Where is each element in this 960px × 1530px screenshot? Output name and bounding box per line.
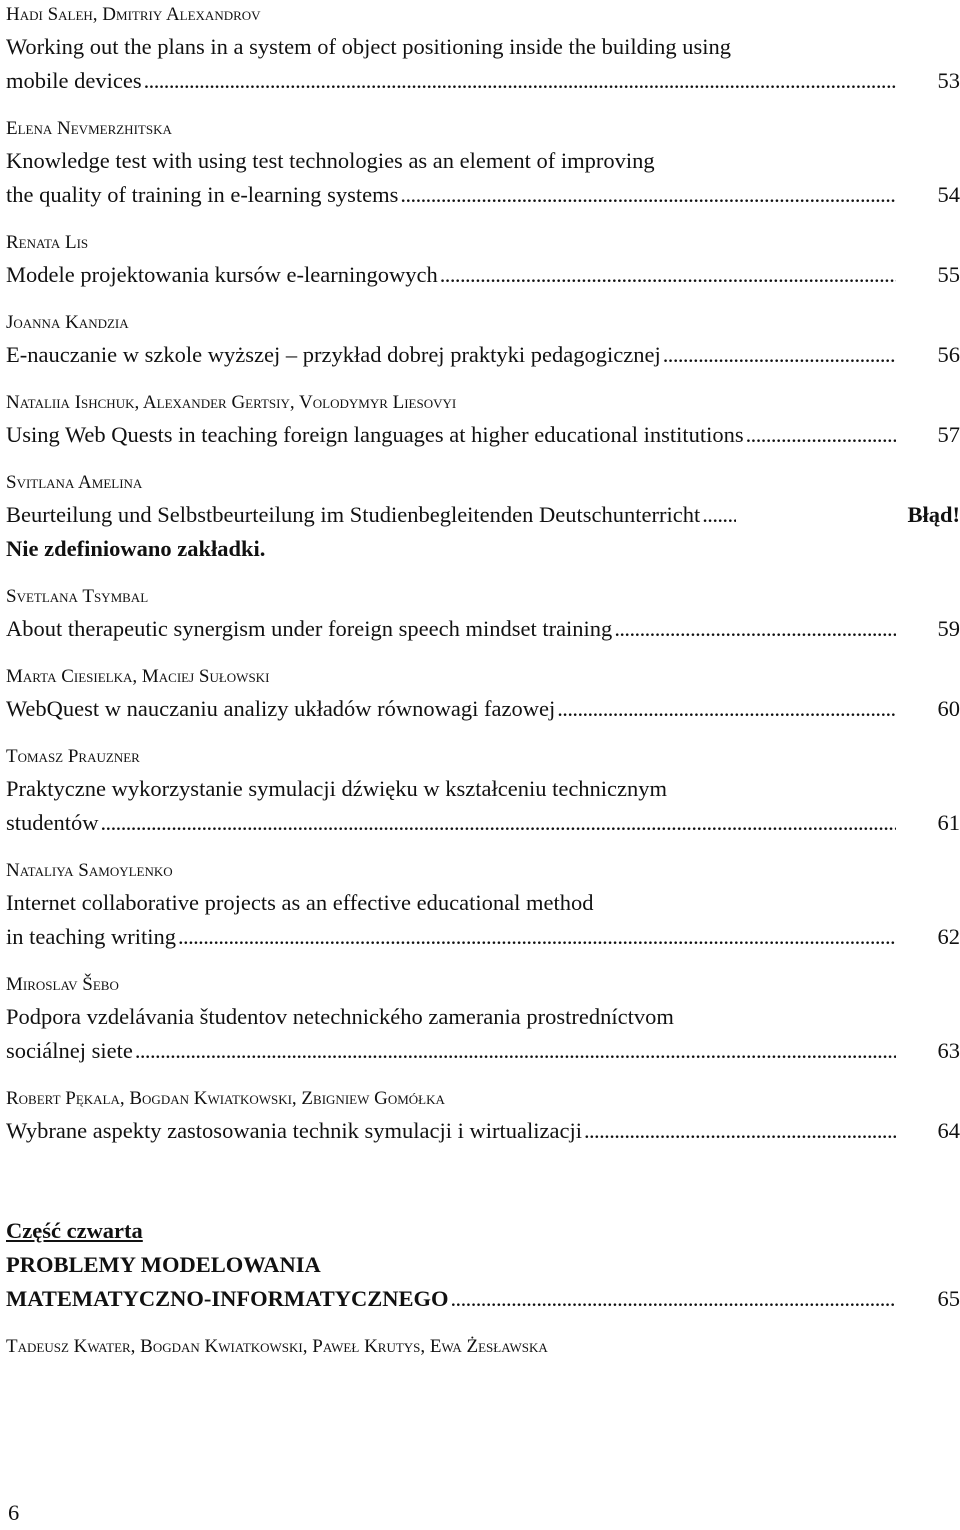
dot-leader — [451, 1282, 897, 1316]
entry-page-number: 54 — [937, 182, 960, 207]
entry-title-text: the quality of training in e-learning systems — [6, 182, 399, 207]
entry-title-text: Wybrane aspekty zastosowania technik symulacji i wirtualizacji — [6, 1118, 582, 1143]
entry-title-last-line — [6, 920, 960, 954]
entry-title-text: in teaching writing — [6, 924, 176, 949]
entry-title-text: studentów — [6, 810, 99, 835]
entry-title-text: Modele projektowania kursów e-learningowych — [6, 262, 438, 287]
entry-title-line: Internet collaborative projects as an effective educational method — [6, 890, 594, 915]
entry-title-line: Praktyczne wykorzystanie symulacji dźwięku w kształceniu technicznym — [6, 776, 668, 801]
entry-page-number: 53 — [937, 68, 960, 93]
dot-leader — [557, 692, 896, 726]
entry-authors: Marta Ciesielka, Maciej Sułowski — [6, 666, 270, 687]
entry-authors: Svitlana Amelina — [6, 472, 143, 493]
section-heading — [6, 1214, 960, 1316]
toc-entry — [6, 114, 960, 212]
entry-page-number: 55 — [937, 262, 960, 287]
entry-title-last-line — [6, 692, 960, 726]
entry-title-last-line — [6, 498, 960, 532]
entry-authors: Joanna Kandzia — [6, 312, 129, 333]
entry-title-last-line — [6, 1034, 960, 1068]
section-title-text: MATEMATYCZNO-INFORMATYCZNEGO — [6, 1286, 449, 1311]
entry-page-number: 56 — [937, 342, 960, 367]
dot-leader — [400, 178, 896, 212]
entry-authors: Miroslav Šebo — [6, 974, 119, 995]
entry-title-text: mobile devices — [6, 68, 142, 93]
entry-title-text: About therapeutic synergism under foreign speech mindset training — [6, 616, 613, 641]
toc-entry — [6, 662, 960, 726]
toc-entry — [6, 308, 960, 372]
toc-entry — [6, 582, 960, 646]
entry-authors: Renata Lis — [6, 232, 89, 253]
entry-title-last-line — [6, 258, 960, 292]
toc-entry — [6, 856, 960, 954]
table-of-contents — [6, 0, 960, 1362]
entry-authors: Nataliia Ishchuk, Alexander Gertsiy, Volodymyr Liesovyi — [6, 392, 457, 413]
entry-page-number: 59 — [937, 616, 960, 641]
toc-entry — [6, 388, 960, 452]
section-title-last-line — [6, 1282, 960, 1316]
dot-leader — [178, 920, 896, 954]
entry-authors: Svetlana Tsymbal — [6, 586, 149, 607]
dot-leader — [144, 64, 896, 98]
entry-page-number: 57 — [937, 422, 960, 447]
entry-title-last-line — [6, 806, 960, 840]
dot-leader — [663, 338, 896, 372]
bookmark-error-text: Błąd! — [907, 502, 960, 527]
entry-authors: Tadeusz Kwater, Bogdan Kwiatkowski, Paweł Krutys, Ewa Żesławska — [6, 1336, 548, 1357]
entry-title-text: Beurteilung und Selbstbeurteilung im Studienbegleitenden Deutschunterricht — [6, 502, 701, 527]
page-number: 6 — [8, 1500, 20, 1525]
toc-entry — [6, 742, 960, 840]
entry-page-number: 62 — [937, 924, 960, 949]
entry-authors: Elena Nevmerzhitska — [6, 118, 172, 139]
entry-authors: Robert Pękala, Bogdan Kwiatkowski, Zbigniew Gomółka — [6, 1088, 445, 1109]
entry-title-last-line — [6, 612, 960, 646]
entry-title-text: E-nauczanie w szkole wyższej – przykład dobrej praktyki pedagogicznej — [6, 342, 661, 367]
dot-leader — [746, 418, 896, 452]
toc-entry — [6, 0, 960, 98]
entry-page-number: 63 — [937, 1038, 960, 1063]
section-label: Część czwarta — [6, 1218, 143, 1243]
section-title-line: PROBLEMY MODELOWANIA — [6, 1252, 321, 1277]
entry-authors: Nataliya Samoylenko — [6, 860, 173, 881]
toc-entry — [6, 468, 960, 566]
bookmark-error-continuation: Nie zdefiniowano zakładki. — [6, 536, 266, 561]
entry-title-text: WebQuest w nauczaniu analizy układów równowagi fazowej — [6, 696, 556, 721]
entry-title-line: Podpora vzdelávania študentov netechnického zamerania prostredníctvom — [6, 1004, 674, 1029]
entry-page-number: 61 — [937, 810, 960, 835]
entry-title-text: sociálnej siete — [6, 1038, 133, 1063]
dot-leader — [135, 1034, 896, 1068]
toc-entry — [6, 970, 960, 1068]
dot-leader — [101, 806, 897, 840]
entry-title-line: Working out the plans in a system of object positioning inside the building using — [6, 34, 731, 59]
entry-authors: Tomasz Prauzner — [6, 746, 140, 767]
entry-authors: Hadi Saleh, Dmitriy Alexandrov — [6, 4, 261, 25]
entry-title-last-line — [6, 418, 960, 452]
entry-title-last-line — [6, 64, 960, 98]
dot-leader — [440, 258, 896, 292]
entry-title-line: Knowledge test with using test technologies as an element of improving — [6, 148, 655, 173]
entry-title-last-line — [6, 1114, 960, 1148]
dot-leader — [584, 1114, 896, 1148]
section-page-number: 65 — [937, 1286, 960, 1311]
entry-title-text: Using Web Quests in teaching foreign languages at higher educational institutions — [6, 422, 744, 447]
entry-title-last-line — [6, 338, 960, 372]
dot-leader — [702, 498, 736, 532]
entry-page-number: 60 — [937, 696, 960, 721]
dot-leader — [614, 612, 896, 646]
entry-page-number: 64 — [937, 1118, 960, 1143]
toc-entry — [6, 228, 960, 292]
entry-title-last-line — [6, 178, 960, 212]
toc-entry — [6, 1084, 960, 1148]
